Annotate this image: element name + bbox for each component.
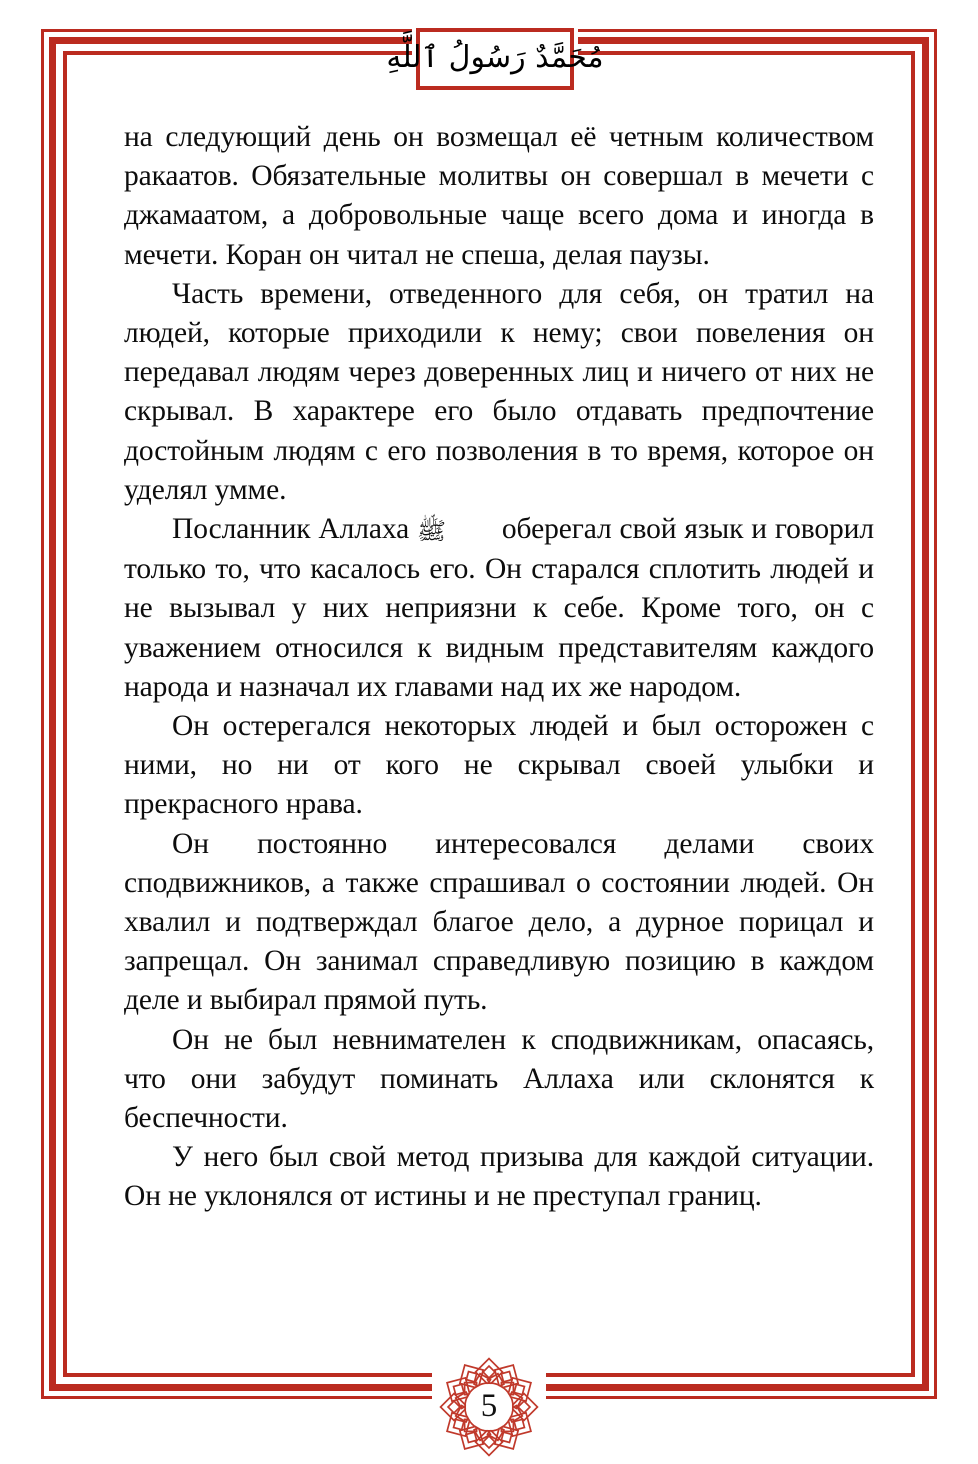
footer-ornament-medallion	[437, 1355, 541, 1459]
paragraph-3-with-honorific	[124, 510, 874, 707]
paragraph-4: Он остерегался некоторых людей и был осторожен с ними, но ни от кого не скрывал своей улыбки и прекрасного нрава.	[124, 710, 874, 821]
page-number: 5	[480, 1387, 498, 1424]
page-body-text	[124, 118, 874, 1217]
paragraph-6: Он не был невнимателен к сподвижникам, опасаясь, что они забудут поминать Аллаха или склонятся к беспечности.	[124, 1023, 874, 1135]
page-number-disc	[466, 1384, 512, 1430]
paragraph-1: на следующий день он возмещал её четным количеством ракаатов. Обязательные молитвы он совершал в мечети с джамаатом, а добровольные чаще всего дома и иногда в мечети. Коран он читал не спеша, делая паузы.	[124, 121, 874, 271]
paragraph-2: Часть времени, отведенного для себя, он тратил на людей, которые приходили к нему; свои повеления он передавал людям через доверенных лиц и ничего от них не скрывал. В характере его было отдавать предпочтение достойным людям с его позволения в то время, которое он уделял умме.	[124, 277, 874, 506]
paragraph-7: У него был свой метод призыва для каждой ситуации. Он не уклонялся от истины и не преступал границ.	[124, 1141, 874, 1213]
header-cartouche	[386, 28, 604, 90]
sallallahu-alayhi-wasallam-icon: ﷺ	[417, 517, 446, 546]
paragraph-3-text-before: Посланник Аллаха	[172, 513, 417, 546]
paragraph-5: Он постоянно интересовался делами своих сподвижников, а также спрашивал о состоянии людей. Он хвалил и подтверждал благое дело, а дурное порицал и запрещал. Он занимал справедливую позицию в каждом деле и выбирал прямой путь.	[124, 827, 874, 1017]
arabic-calligraphy-muhammad-rasul-allah: مُحَمَّدٌ رَسُولُ ٱللَّهِ	[386, 40, 604, 75]
paragraph-3-text-after: оберегал свой язык и говорил только то, что касалось его. Он старался сплотить людей и не вызывал у них неприязни к себе. Кроме того, он с уважением относился к видным представителям каждого народа и назначал их главами над их же народом.	[124, 513, 874, 703]
